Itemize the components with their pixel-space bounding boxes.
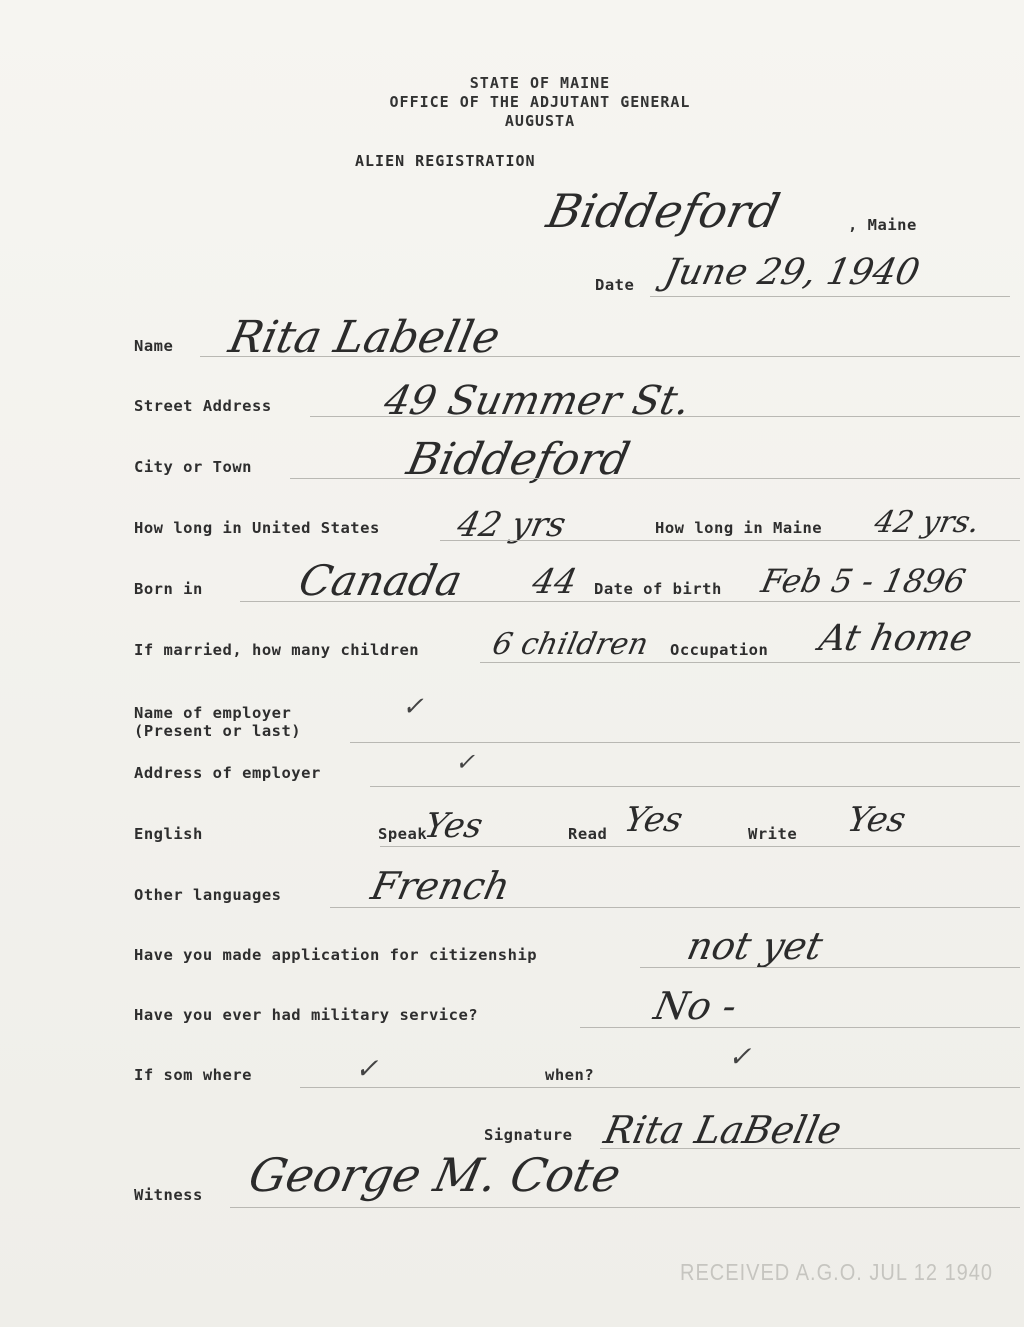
speak-label: Speak bbox=[378, 825, 428, 843]
age-value: 44 bbox=[528, 562, 581, 602]
witness-value: George M. Cote bbox=[244, 1148, 626, 1202]
citizenship-label: Have you made application for citizenship bbox=[134, 946, 538, 964]
employer-rule bbox=[350, 742, 1020, 743]
children-label: If married, how many children bbox=[134, 641, 420, 659]
location-state-suffix: , Maine bbox=[848, 216, 917, 234]
employer-address-check: ✓ bbox=[455, 748, 476, 776]
street-rule bbox=[310, 416, 1020, 417]
signature-value: Rita LaBelle bbox=[600, 1108, 846, 1152]
military-label: Have you ever had military service? bbox=[134, 1006, 479, 1024]
languages-rule bbox=[330, 907, 1020, 908]
born-rule bbox=[240, 601, 1020, 602]
employer-sublabel: (Present or last) bbox=[134, 722, 302, 740]
name-rule bbox=[200, 356, 1020, 357]
us-years-label: How long in United States bbox=[134, 519, 380, 537]
when-label: when? bbox=[545, 1066, 595, 1084]
children-value: 6 children bbox=[489, 627, 652, 662]
signature-label: Signature bbox=[484, 1126, 573, 1144]
form-title: ALIEN REGISTRATION bbox=[355, 152, 536, 170]
date-rule bbox=[650, 296, 1010, 297]
other-languages-label: Other languages bbox=[134, 886, 282, 904]
dob-label: Date of birth bbox=[594, 580, 722, 598]
employer-check: ✓ bbox=[402, 692, 424, 722]
state-heading: STATE OF MAINE bbox=[469, 74, 611, 92]
employer-address-rule bbox=[370, 786, 1020, 787]
occupation-value: At home bbox=[815, 618, 976, 659]
city-rule bbox=[290, 478, 1020, 479]
where-rule bbox=[300, 1087, 1020, 1088]
maine-years-value: 42 yrs. bbox=[871, 505, 983, 540]
born-value: Canada bbox=[294, 556, 467, 605]
write-label: Write bbox=[748, 825, 798, 843]
years-rule bbox=[440, 540, 1020, 541]
employer-address-label: Address of employer bbox=[134, 764, 321, 782]
english-rule bbox=[380, 846, 1020, 847]
read-label: Read bbox=[568, 825, 608, 843]
write-value: Yes bbox=[843, 800, 910, 840]
dob-value: Feb 5 - 1896 bbox=[757, 562, 970, 600]
military-value: No - bbox=[650, 984, 741, 1028]
street-value: 49 Summer St. bbox=[380, 378, 695, 424]
witness-rule bbox=[230, 1207, 1020, 1208]
when-check: ✓ bbox=[728, 1040, 752, 1073]
office-heading: OFFICE OF THE ADJUTANT GENERAL bbox=[389, 93, 691, 111]
employer-label: Name of employer bbox=[134, 704, 292, 722]
name-value: Rita Labelle bbox=[224, 312, 505, 363]
street-label: Street Address bbox=[134, 397, 272, 415]
name-label: Name bbox=[134, 337, 174, 355]
citizenship-rule bbox=[640, 967, 1020, 968]
other-languages-value: French bbox=[367, 864, 514, 908]
citizenship-value: not yet bbox=[683, 924, 827, 968]
children-rule bbox=[480, 662, 1020, 663]
city-heading: AUGUSTA bbox=[504, 112, 576, 130]
occupation-label: Occupation bbox=[670, 641, 769, 659]
military-rule bbox=[580, 1027, 1020, 1028]
received-stamp: RECEIVED A.G.O. JUL 12 1940 bbox=[680, 1260, 994, 1286]
witness-label: Witness bbox=[134, 1186, 203, 1204]
english-label: English bbox=[134, 825, 203, 843]
city-value: Biddeford bbox=[402, 434, 635, 485]
where-check: ✓ bbox=[355, 1052, 379, 1085]
us-years-value: 42 yrs bbox=[453, 505, 570, 545]
maine-years-label: How long in Maine bbox=[655, 519, 823, 537]
signature-rule bbox=[600, 1148, 1020, 1149]
date-value: June 29, 1940 bbox=[660, 252, 924, 293]
if-so-where-label: If som where bbox=[134, 1066, 252, 1084]
born-label: Born in bbox=[134, 580, 203, 598]
location-city-handwritten: Biddeford bbox=[542, 184, 785, 238]
read-value: Yes bbox=[620, 800, 687, 840]
speak-value: Yes bbox=[420, 806, 487, 846]
city-label: City or Town bbox=[134, 458, 252, 476]
date-label: Date bbox=[595, 276, 635, 294]
